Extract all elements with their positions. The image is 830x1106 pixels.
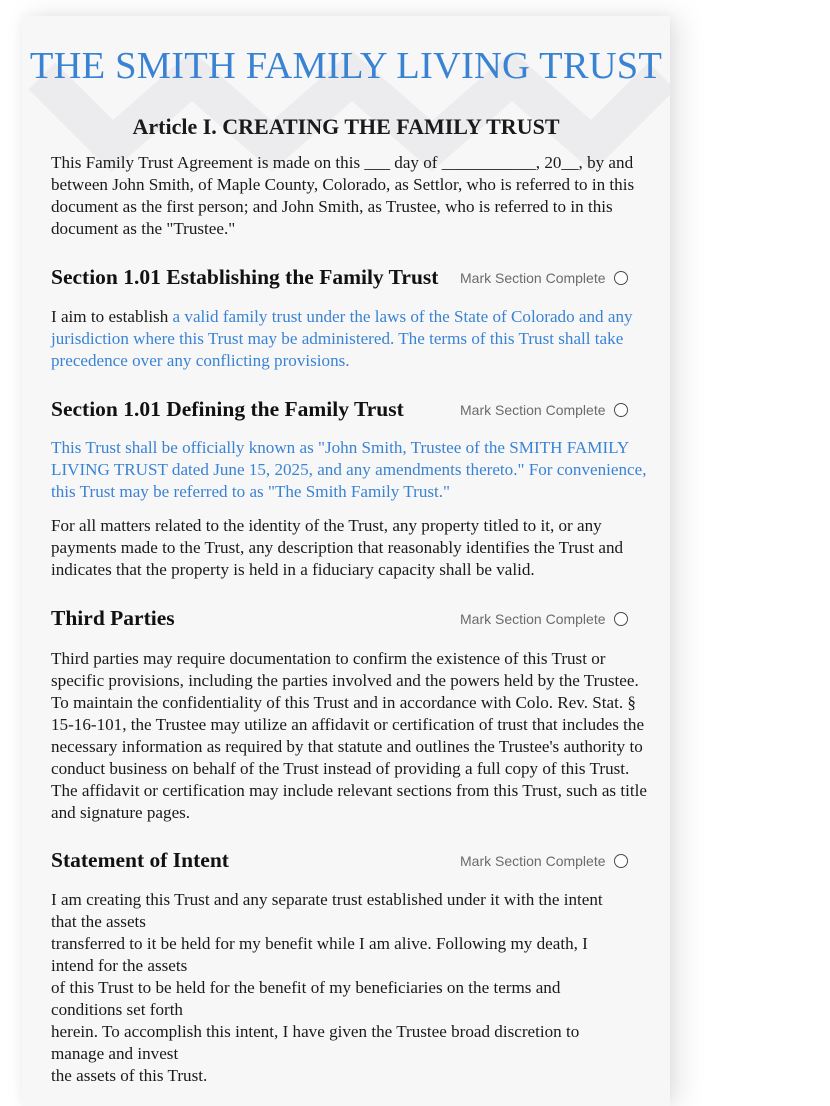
mark-complete-label: Mark Section Complete	[460, 270, 606, 286]
radio-circle-icon[interactable]	[614, 612, 628, 626]
intro-paragraph: This Family Trust Agreement is made on this ___ day of ___________, 20__, by and between John Smith, of Maple County, Colorado, as Settlor, who is referred to in this document as the first person; and John Smith, as Trustee, who is referred to in this document as the "Trustee."	[51, 153, 635, 238]
intent-line: transferred to it be held for my benefit while I am alive. Following my death, I	[51, 934, 588, 953]
section-title-third-parties: Third Parties	[51, 606, 175, 630]
radio-circle-icon[interactable]	[614, 854, 628, 868]
intent-line: of this Trust to be held for the benefit of my beneficiaries on the terms and	[51, 978, 561, 997]
mark-complete-defining[interactable]	[460, 400, 628, 420]
intent-line: intend for the assets	[51, 956, 188, 975]
section-text-highlight: a valid family trust under the laws of the State of Colorado and any jurisdiction where this Trust may be administered. The terms of this Trust shall take precedence over any conflicting provisions.	[51, 307, 633, 370]
section-text-intent	[51, 889, 647, 1087]
section-text-prefix: I aim to establish	[51, 307, 173, 326]
radio-circle-icon[interactable]	[614, 403, 628, 417]
intent-line: I am creating this Trust and any separate trust established under it with the intent	[51, 890, 603, 909]
intent-line: the assets of this Trust.	[51, 1066, 208, 1085]
intent-line: manage and invest	[51, 1044, 179, 1063]
mark-complete-label: Mark Section Complete	[460, 402, 606, 418]
document-page	[22, 16, 670, 1106]
mark-complete-intent[interactable]	[460, 851, 628, 871]
section-title-intent: Statement of Intent	[51, 848, 229, 872]
article-title: Article I. CREATING THE FAMILY TRUST	[132, 114, 560, 139]
section-title-defining: Section 1.01 Defining the Family Trust	[51, 397, 404, 421]
mark-complete-establishing[interactable]	[460, 268, 628, 288]
section-text-establishing	[51, 306, 647, 372]
mark-complete-third-parties[interactable]	[460, 609, 628, 629]
mark-complete-label: Mark Section Complete	[460, 853, 606, 869]
section-text-third-parties: Third parties may require documentation to confirm the existence of this Trust or specific provisions, including the parties involved and the powers held by the Trustee. To maintain the confidentiality of this Trust and in accordance with Colo. Rev. Stat. § 15-16-101, the Trustee may utilize an affidavit or certification of trust that includes the necessary information as required by that statute and outlines the Trustee's authority to conduct business on behalf of the Trust instead of providing a full copy of this Trust. The affidavit or certification may include relevant sections from this Trust, such as title and signature pages.	[51, 649, 647, 822]
document-title: THE SMITH FAMILY LIVING TRUST	[29, 45, 663, 87]
intent-line: conditions set forth	[51, 1000, 183, 1019]
intent-line: herein. To accomplish this intent, I have given the Trustee broad discretion to	[51, 1022, 580, 1041]
section-text-defining-1: This Trust shall be officially known as "John Smith, Trustee of the SMITH FAMILY LIVING TRUST dated June 15, 2025, and any amendments thereto." For convenience, this Trust may be referred to as "The Smith Family Trust."	[51, 438, 647, 501]
intent-line: that the assets	[51, 912, 146, 931]
radio-circle-icon[interactable]	[614, 271, 628, 285]
mark-complete-label: Mark Section Complete	[460, 611, 606, 627]
section-text-defining-2: For all matters related to the identity of the Trust, any property titled to it, or any payments made to the Trust, any description that reasonably identifies the Trust and indicates that the property is held in a fiduciary capacity shall be valid.	[51, 516, 624, 579]
section-title-establishing: Section 1.01 Establishing the Family Trust	[51, 265, 439, 289]
